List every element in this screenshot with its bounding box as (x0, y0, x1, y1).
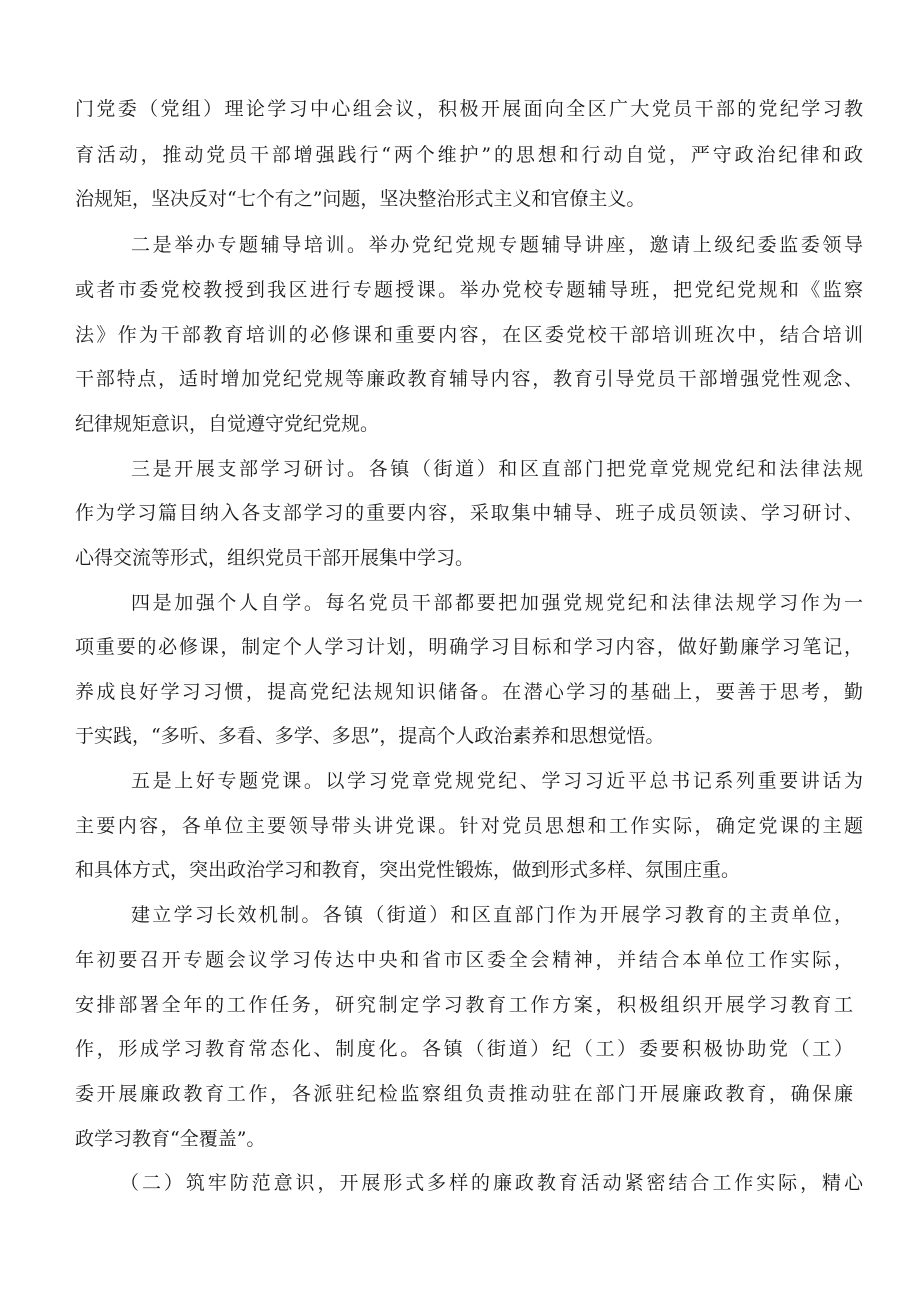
text-line: 二是举办专题辅导培训。举办党纪党规专题辅导讲座，邀请上级纪委监委领导 (131, 234, 863, 256)
text-line: 治规矩，坚决反对“七个有之”问题，坚决整治形式主义和官僚主义。 (75, 188, 646, 210)
text-line: 五是上好专题党课。以学习党章党规党纪、学习习近平总书记系列重要讲话为 (131, 770, 863, 792)
text-line: 于实践，“多听、多看、多学、多思”，提高个人政治素养和思想觉悟。 (75, 725, 665, 747)
text-line: 年初要召开专题会议学习传达中央和省市区委全会精神，并结合本单位工作实际， (75, 949, 853, 971)
text-line: 主要内容，各单位主要领导带头讲党课。针对党员思想和工作实际，确定党课的主题 (75, 815, 863, 837)
text-line: 委开展廉政教育工作，各派驻纪检监察组负责推动驻在部门开展廉政教育，确保廉 (75, 1083, 853, 1105)
text-line: 政学习教育“全覆盖”。 (75, 1128, 266, 1150)
text-line: 育活动，推动党员干部增强践行“两个维护”的思想和行动自觉，严守政治纪律和政 (75, 144, 863, 166)
text-line: 三是开展支部学习研讨。各镇（街道）和区直部门把党章党规党纪和法律法规 (131, 458, 863, 480)
text-line: 四是加强个人自学。每名党员干部都要把加强党规党纪和法律法规学习作为一 (131, 592, 863, 614)
text-line: 或者市委党校教授到我区进行专题授课。举办党校专题辅导班，把党纪党规和《监察 (75, 279, 863, 301)
text-line: 作，形成学习教育常态化、制度化。各镇（街道）纪（工）委要积极协助党（工） (75, 1038, 853, 1060)
text-line: 和具体方式，突出政治学习和教育，突出党性锻炼，做到形式多样、氛围庄重。 (75, 859, 741, 881)
text-line: 心得交流等形式，组织党员干部开展集中学习。 (75, 547, 475, 569)
section-heading: （二）筑牢防范意识，开展形式多样的廉政教育活动紧密结合工作实际，精心 (120, 1172, 863, 1194)
text-line: 干部特点，适时增加党纪党规等廉政教育辅导内容，教育引导党员干部增强党性观念、 (75, 368, 863, 390)
text-line: 项重要的必修课，制定个人学习计划，明确学习目标和学习内容，做好勤廉学习笔记， (75, 636, 863, 658)
text-line: 养成良好学习习惯，提高党纪法规知识储备。在潜心学习的基础上，要善于思考，勤 (75, 681, 863, 703)
text-line: 门党委（党组）理论学习中心组会议，积极开展面向全区广大党员干部的党纪学习教 (75, 98, 863, 120)
text-line: 安排部署全年的工作任务，研究制定学习教育工作方案，积极组织开展学习教育工 (75, 994, 853, 1016)
text-line: 作为学习篇目纳入各支部学习的重要内容，采取集中辅导、班子成员领读、学习研讨、 (75, 502, 863, 524)
text-line: 建立学习长效机制。各镇（街道）和区直部门作为开展学习教育的主责单位， (131, 904, 853, 926)
text-line: 纪律规矩意识，自觉遵守党纪党规。 (75, 413, 380, 435)
text-line: 法》作为干部教育培训的必修课和重要内容，在区委党校干部培训班次中，结合培训 (75, 324, 863, 346)
